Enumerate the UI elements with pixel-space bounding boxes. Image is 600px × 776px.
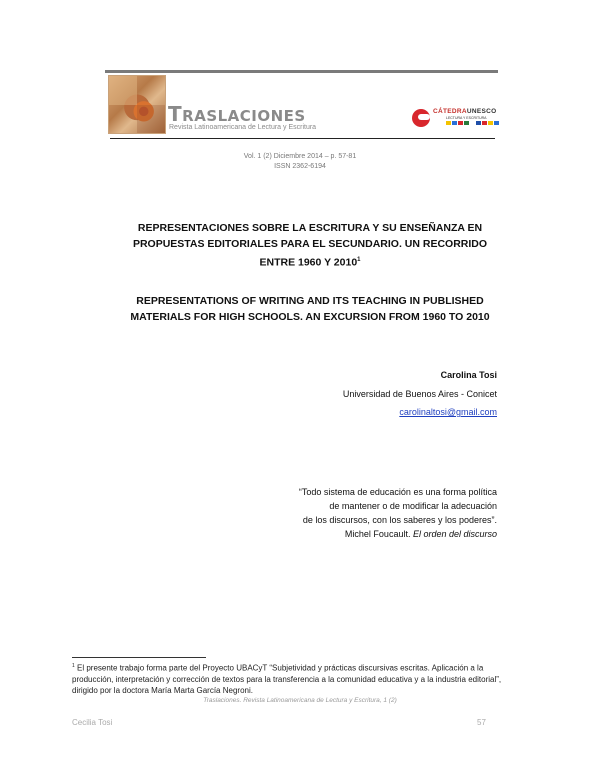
article-title-spanish: REPRESENTACIONES SOBRE LA ESCRITURA Y SU ENSEÑANZA EN PROPUESTAS EDITORIALES PARA EL SECUNDARIO. UN RECORRIDO ENTRE 1960 Y 2010$^1$ bbox=[132, 222, 488, 269]
unesco-emblem-icon bbox=[412, 109, 430, 127]
journal-title: TRASLACIONES bbox=[168, 102, 306, 126]
flag-icon bbox=[470, 121, 475, 125]
flag-icon bbox=[446, 121, 451, 125]
catedra-unesco-logo bbox=[412, 108, 497, 132]
flag-icon bbox=[488, 121, 493, 125]
header-rule bbox=[110, 138, 495, 139]
journal-citation: Traslaciones. Revista Latinoamericana de Lectura y Escritura, 1 (2) bbox=[203, 697, 397, 704]
flag-icon bbox=[458, 121, 463, 125]
footnote-separator bbox=[72, 657, 206, 658]
epigraph: “Todo sistema de educación es una forma política de mantener o de modificar la adecuación de los discursos, con los saberes y los poderes”. Michel Foucault. El orden del discurso bbox=[237, 485, 497, 541]
flag-icon bbox=[494, 121, 499, 125]
journal-subtitle: Revista Latinoamericana de Lectura y Escritura bbox=[169, 124, 317, 131]
author-email-link[interactable]: carolinaltosi@gmail.com bbox=[399, 407, 497, 417]
footer-author: Cecilia Tosi bbox=[72, 718, 113, 727]
unesco-logo-subtitle: LECTURA Y ESCRITURA bbox=[446, 116, 487, 120]
flag-icon bbox=[476, 121, 481, 125]
flag-icon bbox=[452, 121, 457, 125]
journal-logo-image bbox=[108, 75, 166, 134]
volume-line: Vol. 1 (2) Diciembre 2014 – p. 57-81 bbox=[243, 153, 357, 160]
author-name: Carolina Tosi bbox=[440, 370, 497, 380]
page-number: 57 bbox=[477, 718, 486, 727]
footnote: $^1$ El presente trabajo forma parte del Proyecto UBACyT “Subjetividad y prácticas discursivas escritas. Aplicación a la producción, interpretación y corrección de textos para la transferencia a la comunidad educativa y a la industria editorial”, dirigido por la doctora María Marta García Negroni. bbox=[72, 663, 502, 695]
flags-icon bbox=[446, 121, 499, 125]
author-affiliation: Universidad de Buenos Aires - Conicet bbox=[342, 389, 497, 399]
flag-icon bbox=[482, 121, 487, 125]
flag-icon bbox=[464, 121, 469, 125]
issn: ISSN 2362-6194 bbox=[274, 163, 326, 170]
header-top-bar bbox=[105, 70, 498, 73]
footnote-marker[interactable]: 1 bbox=[357, 257, 361, 263]
article-title-english: REPRESENTATIONS OF WRITING AND ITS TEACHING IN PUBLISHED MATERIALS FOR HIGH SCHOOLS. AN EXCURSION FROM 1960 TO 2010 bbox=[130, 295, 490, 323]
unesco-logo-text: CÁTEDRAUNESCO bbox=[433, 108, 497, 115]
epigraph-attribution: Michel Foucault. El orden del discurso bbox=[344, 529, 497, 539]
